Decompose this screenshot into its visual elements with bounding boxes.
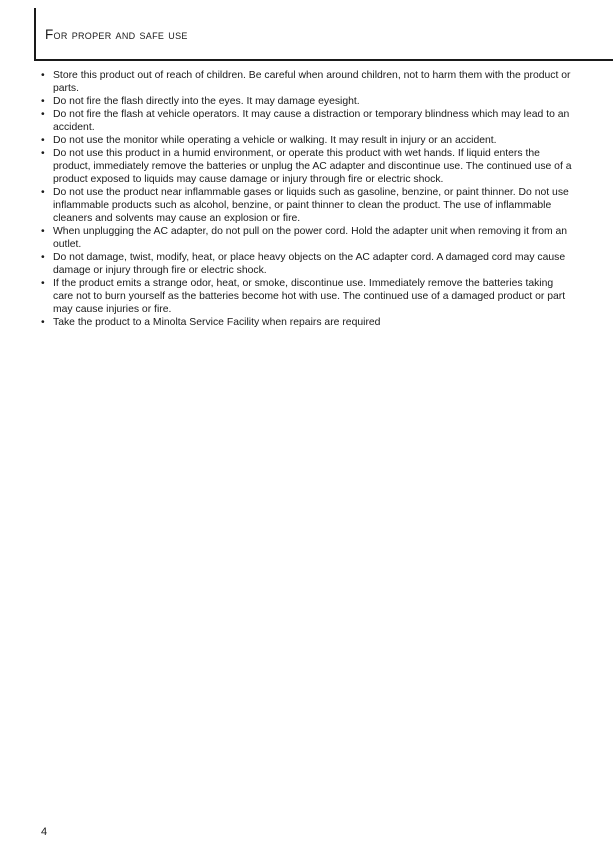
warning-item <box>41 316 573 329</box>
warning-item <box>41 134 573 147</box>
warning-text: If the product emits a strange odor, heat, or smoke, discontinue use. Immediately remove the batteries taking care not to burn yourself as the batteries become hot with use. The continued use of a damaged product or part may cause injuries or fire. <box>53 278 566 315</box>
warning-item <box>41 95 573 108</box>
warning-text: Do not use this product in a humid environment, or operate this product with wet hands. If liquid enters the product, immediately remove the batteries or unplug the AC adapter and discontinue use. The continued use of a product exposed to liquids may cause damage or injury through fire or electric shock. <box>53 148 572 185</box>
bullet-icon: • <box>41 226 45 237</box>
page-title: For proper and safe use <box>45 27 188 42</box>
bullet-icon: • <box>41 148 45 159</box>
warning-item <box>41 225 573 251</box>
page-header <box>34 8 613 61</box>
bullet-icon: • <box>41 135 45 146</box>
warning-text: Take the product to a Minolta Service Facility when repairs are required <box>53 317 381 328</box>
warning-text: Do not fire the flash at vehicle operators. It may cause a distraction or temporary blindness which may lead to an accident. <box>53 109 570 133</box>
warning-item <box>41 147 573 186</box>
warning-text: Do not fire the flash directly into the eyes. It may damage eyesight. <box>53 96 360 107</box>
bullet-icon: • <box>41 96 45 107</box>
warning-text: When unplugging the AC adapter, do not pull on the power cord. Hold the adapter unit when removing it from an outlet. <box>53 226 568 250</box>
warning-item <box>41 108 573 134</box>
bullet-icon: • <box>41 252 45 263</box>
warning-text: Do not use the monitor while operating a vehicle or walking. It may result in injury or an accident. <box>53 135 497 146</box>
warning-text: Do not damage, twist, modify, heat, or place heavy objects on the AC adapter cord. A damaged cord may cause damage or injury through fire or electric shock. <box>53 252 566 276</box>
warning-text: Do not use the product near inflammable gases or liquids such as gasoline, benzine, or paint thinner. Do not use inflammable products such as alcohol, benzine, or paint thinner to clean the product. The use of inflammable cleaners and solvents may cause an explosion or fire. <box>53 187 569 224</box>
warning-item <box>41 251 573 277</box>
bullet-icon: • <box>41 278 45 289</box>
bullet-icon: • <box>41 187 45 198</box>
bullet-icon: • <box>41 109 45 120</box>
bullet-icon: • <box>41 317 45 328</box>
warning-item <box>41 69 573 95</box>
warning-item <box>41 186 573 225</box>
bullet-icon: • <box>41 70 45 81</box>
warning-item <box>41 277 573 316</box>
page-number: 4 <box>41 826 48 838</box>
safety-warning-list <box>41 69 573 329</box>
warning-text: Store this product out of reach of children. Be careful when around children, not to harm them with the product or parts. <box>53 70 571 94</box>
